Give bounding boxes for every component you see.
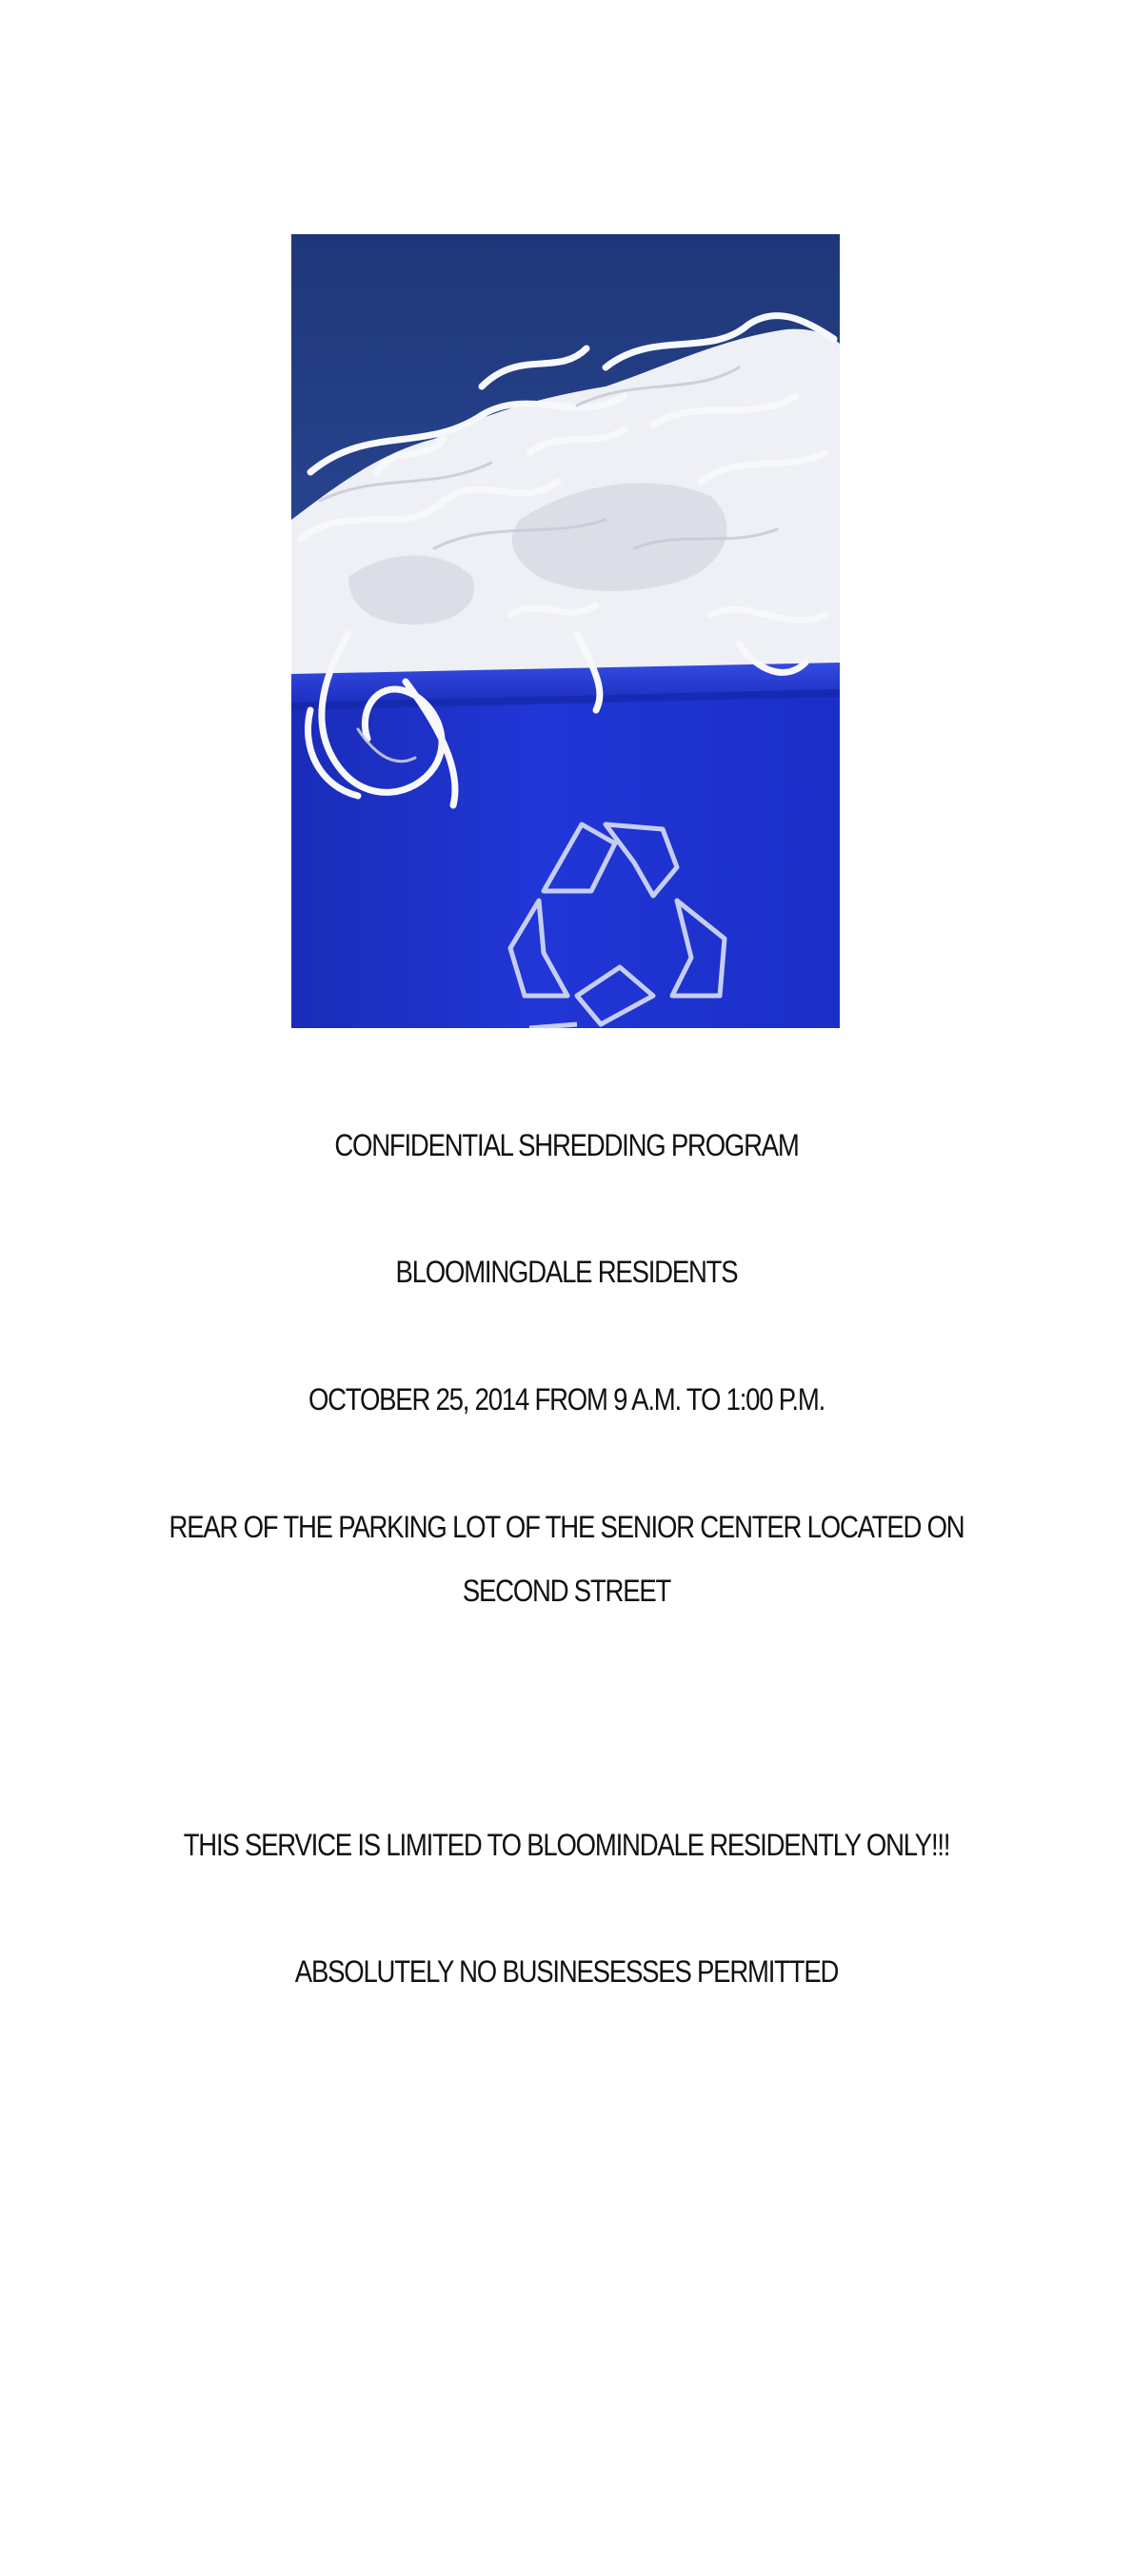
restriction-line: THIS SERVICE IS LIMITED TO BLOOMINDALE RESIDENTLY ONLY!!! (183, 1828, 950, 1862)
date-time-line: OCTOBER 25, 2014 FROM 9 A.M. TO 1:00 P.M. (308, 1382, 825, 1417)
location-line-1: REAR OF THE PARKING LOT OF THE SENIOR CENTER LOCATED ON (169, 1510, 964, 1544)
shredded-paper-recycle-bin-photo (291, 234, 840, 1028)
no-business-line: ABSOLUTELY NO BUSINESESSES PERMITTED (294, 1954, 839, 1989)
program-title: CONFIDENTIAL SHREDDING PROGRAM (334, 1128, 799, 1162)
audience-line: BLOOMINGDALE RESIDENTS (395, 1255, 738, 1289)
location-line-2: SECOND STREET (462, 1574, 671, 1608)
